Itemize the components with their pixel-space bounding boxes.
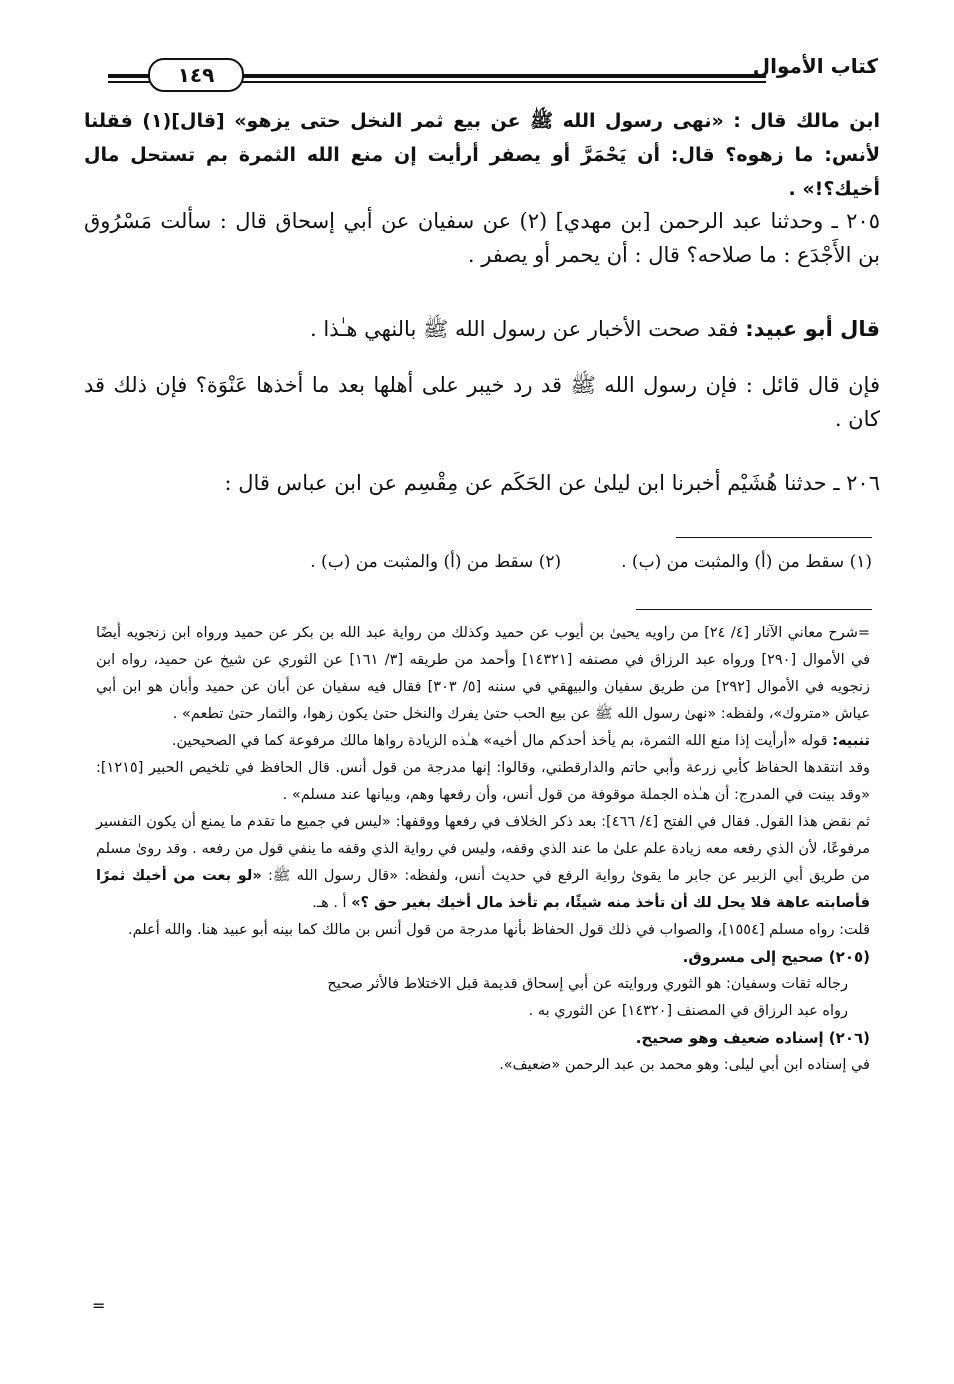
commentary-block [96,620,870,1079]
main-paragraph-5: ٢٠٦ ـ حدثنا هُشَيْم أخبرنا ابن ليلىٰ عن الحَكَم عن مِقْسِم عن ابن عباس قال : [224,471,880,495]
main-paragraph-4: فإن قال قائل : فإن رسول الله ﷺ قد رد خيبر على أهلها بعد ما أخذها عَنْوَة؟ فإن ذلك قد كان . [84,373,880,431]
remark-205-1: رجاله ثقات وسفيان: هو الثوري وروايته عن أبي إسحاق قديمة قبل الاختلاط فالأثر صحيح [327,976,848,992]
page-number: ١٤٩ [148,58,244,92]
remark-205-2: رواه عبد الرزاق في المصنف [١٤٣٢٠] عن الثوري به . [528,1003,848,1019]
main-paragraph-3-text: فقد صحت الأخبار عن رسول الله ﷺ بالنهي هـٰذا . [310,317,746,341]
tanbih-label: تنبيه: [832,733,870,749]
footnote-separator [676,537,872,538]
footnotes [200,552,872,572]
commentary-para-1: =شرح معاني الآثار [٤/ ٢٤] من راويه يحيىٰ بن أيوب عن حميد وكذلك من رواية عبد الله بن بكر عن حميد ورواه ابن زنجويه أيضًا في الأموال [٢٩٠] ورواه عبد الرزاق في مصنفه [١٤٣٢١] وأحمد من طريقه [٣/ ١٦١] عن الثوري عن شيخ عن حميد، رواه ابن زنجويه في الأموال [٢٩٢] من طريق سفيان والبيهقي في سننه [٥/ ٣٠٣] فقال فيه سفيان عن أبان عن حميد وأبان هو ابن أبي عياش «متروك»، ولفظه: «نهىٰ رسول الله ﷺ عن بيع الحب حتىٰ يفرك والنخل حتىٰ يكون زهوا، والثمار حتىٰ تطعم» . [96,625,871,722]
continuation-mark: = [92,1296,106,1315]
commentary-para-2 [96,728,870,755]
footnote-1: (١) سقط من (أ) والمثبت من (ب) . [621,552,872,572]
commentary-para-4b: «لو بعت من أخيك ثمرًا فأصابته عاهة فلا يحل لك أن تأخذ منه شيئًا، بم تأخذ مال أخيك بغير حق ؟» [96,868,870,911]
commentary-separator [636,609,872,610]
main-paragraph-1: ابن مالك قال : «نهى رسول الله ﷺ عن بيع ثمر النخل حتى يزهو» [قال](١) فقلنا لأنس: ما زهوه؟ قال: أن يَحْمَرَّ أو يصفر أرأيت إن منع الله الثمرة بم تستحل مال أخيك؟!» . [84,110,880,200]
commentary-para-4 [96,809,870,917]
footnote-2: (٢) سقط من (أ) والمثبت من (ب) . [310,552,562,572]
page-header [108,52,878,92]
commentary-para-4c: أ . هـ. [312,895,352,911]
commentary-para-5: قلت: رواه مسلم [١٥٥٤]، والصواب في ذلك قول الحفاظ بأنها مدرجة من قول أنس بن مالك كما بينه أبو عبيد هنا. والله أعلم. [128,922,870,938]
book-title: كتاب الأموال [752,54,878,78]
grading-206: (٢٠٦) إسناده ضعيف وهو صحيح. [635,1029,870,1047]
main-paragraph-2: ٢٠٥ ـ وحدثنا عبد الرحمن [بن مهدي] (٢) عن سفيان عن أبي إسحاق قال : سألت مَسْرُوق بن الأَجْدَع : ما صلاحه؟ قال : أن يحمر أو يصفر . [84,209,880,267]
tanbih-text: قوله «أرأيت إذا منع الله الثمرة، بم يأخذ أحدكم مال أخيه» هـٰذه الزيادة رواها مالك مرفوعة كما في الصحيحين. [171,733,833,749]
commentary-para-3: وقد انتقدها الحفاظ كأبي زرعة وأبي حاتم والدارقطني، وقالوا: إنها مدرجة من قول أنس. قال الحافظ في تلخيص الحبير [١٢١٥]: «وقد بينت في المدرج: أن هـٰذه الجملة موقوفة من قول أنس، وأن رفعها وهم، وبيانها عند مسلم» . [96,760,870,803]
grading-205: (٢٠٥) صحيح إلى مسروق. [682,948,870,966]
abu-ubaid-label: قال أبو عبيد: [745,317,880,341]
commentary-para-4a: ثم نقض هذا القول. فقال في الفتح [٤/ ٤٦٦]: بعد ذكر الخلاف في رفعها ووقفها: «ليس في جميع ما تقدم ما يمنع أن يكون التفسير مرفوعًا، لأن الذي رفعه معه زيادة علم علىٰ ما عند الذي وقفه، وليس في رواية الذي وقفه ما ينفي قول من رفعه . وقد روىٰ مسلم من طريق أبي الزبير عن جابر ما يقوىٰ رواية الرفع في حديث أنس، ولفظه: «قال رسول الله ﷺ: [96,814,870,884]
remark-206-1: في إسناده ابن أبي ليلى: وهو محمد بن عبد الرحمن «ضعيف». [499,1057,870,1073]
main-paragraph-3 [84,312,880,346]
